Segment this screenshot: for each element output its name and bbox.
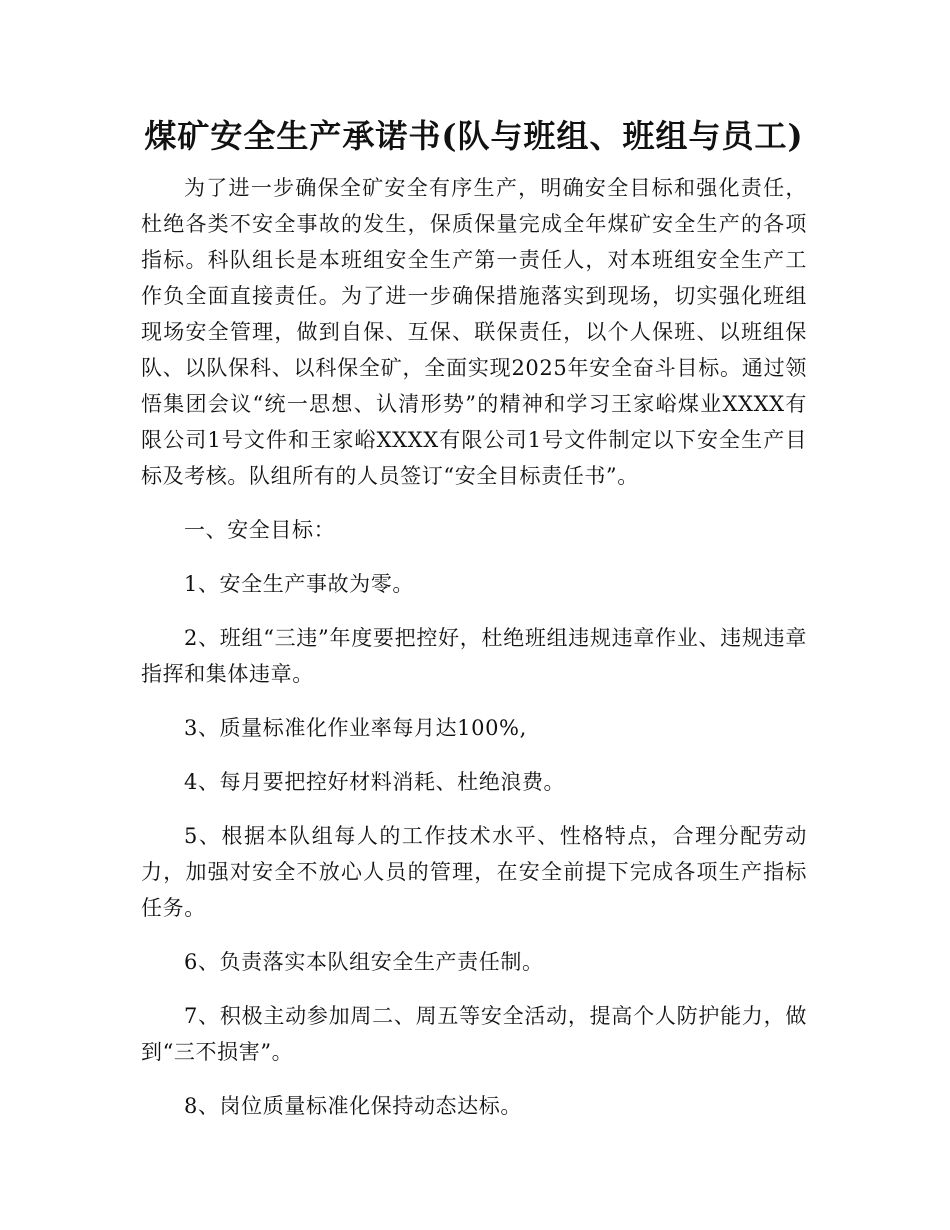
list-item: 5、根据本队组每人的工作技术水平、性格特点，合理分配劳动力，加强对安全不放心人员的管理，在安全前提下完成各项生产指标任务。 [141, 824, 807, 920]
list-item: 8、岗位质量标准化保持动态达标。 [184, 1094, 522, 1118]
list-item: 1、安全生产事故为零。 [184, 572, 414, 596]
list-item: 4、每月要把控好材料消耗、杜绝浪费。 [184, 770, 566, 794]
list-item: 3、质量标准化作业率每月达100%, [184, 716, 527, 740]
section-heading: 一、安全目标： [184, 518, 336, 542]
list-item: 7、积极主动参加周二、周五等安全活动，提高个人防护能力，做到“三不损害”。 [141, 1004, 807, 1064]
list-item: 2、班组“三违”年度要把控好，杜绝班组违规违章作业、违规违章指挥和集体违章。 [141, 626, 807, 686]
document-title: 煤矿安全生产承诺书(队与班组、班组与员工) [144, 117, 804, 155]
list-item: 6、负责落实本队组安全生产责任制。 [184, 950, 544, 974]
intro-paragraph: 为了进一步确保全矿安全有序生产，明确安全目标和强化责任，杜绝各类不安全事故的发生，保质保量完成全年煤矿安全生产的各项指标。科队组长是本班组安全生产第一责任人，对本班组安全生产工作负全面直接责任。为了进一步确保措施落实到现场，切实强化班组现场安全管理，做到自保、互保、联保责任，以个人保班、以班组保队、以队保科、以科保全矿，全面实现2025年安全奋斗目标。通过领悟集团会议“统一思想、认清形势”的精神和学习王家峪煤业XXXX有限公司1号文件和王家峪XXXX有限公司1号文件制定以下安全生产目标及考核。队组所有的人员签订“安全目标责任书”。 [141, 176, 807, 488]
